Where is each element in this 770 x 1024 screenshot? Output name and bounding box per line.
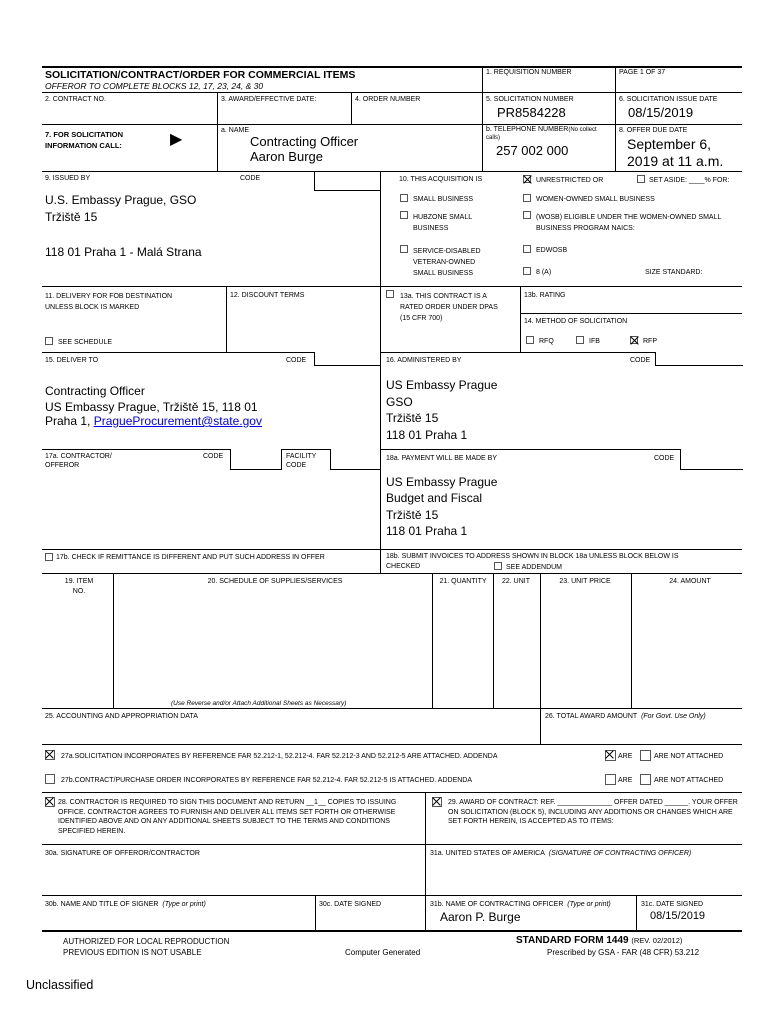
hubzone-checkbox[interactable] [400, 211, 408, 219]
rfq-label: RFQ [539, 338, 554, 345]
telephone-label: b. TELEPHONE NUMBER(No collect calls) [486, 126, 597, 141]
footer-computer-generated: Computer Generated [345, 948, 421, 957]
offer-due-date: September 6, 2019 at 11 a.m. [627, 136, 724, 169]
rated-order-label: 13a. THIS CONTRACT IS A RATED ORDER UNDER DPAS (15 CFR 700) [400, 293, 498, 322]
unrestricted-checkbox[interactable] [523, 175, 531, 183]
deliver-to-line1: Contracting Officer [45, 384, 145, 398]
set-aside-label: SET ASIDE: ____% FOR: [649, 177, 730, 184]
solicitation-call-label: 7. FOR SOLICITATION INFORMATION CALL: [45, 130, 124, 150]
issued-by-line2: Tržiště 15 [45, 210, 98, 224]
procurement-email-link[interactable]: PragueProcurement@state.gov [93, 414, 262, 428]
date-signed-30c-label: 30c. DATE SIGNED [319, 901, 382, 908]
27b-are-label: ARE [618, 777, 633, 784]
incorporates-27b-label: 27b.CONTRACT/PURCHASE ORDER INCORPORATES BY REFERENCE FAR 52.212-4. FAR 52.212-5 IS ATTACHED. ADDENDA [61, 777, 473, 784]
ifb-label: IFB [589, 338, 600, 345]
order-number-label: 4. ORDER NUMBER [355, 96, 421, 103]
ifb-checkbox[interactable] [576, 336, 584, 344]
col-unit: 22. UNIT [501, 578, 530, 585]
footer-previous-edition: PREVIOUS EDITION IS NOT USABLE [63, 948, 202, 957]
award-label: 29. AWARD OF CONTRACT: REF. ______________ OFFER DATED ______. YOUR OFFER ON SOLICITATION (BLOCK 5), INCLUDING ANY ADDITIONS OR CHANGES WHICH ARE SET FORTH HEREIN, IS ACCEPTED AS TO ITEMS: [448, 799, 738, 825]
contractor-sign-checkbox[interactable] [45, 797, 55, 807]
administered-line4: 118 01 Praha 1 [386, 428, 468, 442]
edwosb-checkbox[interactable] [523, 245, 531, 253]
incorporates-27a-checkbox[interactable] [45, 750, 55, 760]
date-signed-31c: 08/15/2019 [650, 910, 706, 922]
method-label: 14. METHOD OF SOLICITATION [524, 318, 628, 325]
deliver-code-box[interactable] [314, 352, 381, 366]
contracting-officer-name-label: 31b. NAME OF CONTRACTING OFFICER (Type or print) [430, 901, 611, 908]
facility-code-box[interactable] [330, 449, 381, 470]
page-label: PAGE 1 OF 37 [619, 69, 666, 76]
rfq-checkbox[interactable] [526, 336, 534, 344]
offeror-signature-label: 30a. SIGNATURE OF OFFEROR/CONTRACTOR [45, 850, 200, 857]
administered-line1: US Embassy Prague [386, 378, 498, 392]
contact-name-line2: Aaron Burge [250, 149, 323, 164]
27a-are-checkbox[interactable] [605, 750, 616, 761]
administered-code-label: CODE [630, 357, 651, 364]
schedule-note: (Use Reverse and/or Attach Additional Sheets as Necessary) [171, 700, 347, 707]
contact-name-label: a. NAME [221, 127, 250, 134]
hubzone-label: HUBZONE SMALL BUSINESS [413, 214, 472, 232]
issued-by-line1: U.S. Embassy Prague, GSO [45, 193, 197, 207]
issued-code-label: CODE [240, 175, 261, 182]
27b-are-checkbox[interactable] [605, 774, 616, 785]
see-addendum-label: SEE ADDENDUM [506, 564, 563, 571]
total-award-label: 26. TOTAL AWARD AMOUNT (For Govt. Use Only) [545, 713, 706, 720]
contract-no-label: 2. CONTRACT NO. [45, 96, 106, 103]
edwosb-label: EDWOSB [536, 247, 568, 254]
col-schedule: 20. SCHEDULE OF SUPPLIES/SERVICES [207, 578, 343, 585]
set-aside-checkbox[interactable] [637, 175, 645, 183]
footer-standard-form: STANDARD FORM 1449 (REV. 02/2012) [516, 935, 683, 946]
award-date-label: 3. AWARD/EFFECTIVE DATE: [221, 96, 317, 103]
solicitation-number: PR8584228 [497, 105, 566, 120]
payment-code-box[interactable] [680, 449, 743, 470]
unrestricted-label: UNRESTRICTED OR [536, 177, 604, 184]
sdvosb-label: SERVICE-DISABLED VETERAN-OWNED SMALL BUSINESS [413, 248, 481, 277]
payment-line4: 118 01 Praha 1 [386, 524, 468, 538]
col-unit-price: 23. UNIT PRICE [559, 578, 611, 585]
deliver-to-line2: US Embassy Prague, Tržiště 15, 118 01 [45, 400, 258, 414]
submit-invoices-label: 18b. SUBMIT INVOICES TO ADDRESS SHOWN IN BLOCK 18a UNLESS BLOCK BELOW IS CHECKED [386, 553, 679, 570]
see-schedule-checkbox[interactable] [45, 337, 53, 345]
27a-are-not-checkbox[interactable] [640, 750, 651, 761]
facility-code-label: FACILITY CODE [286, 453, 317, 469]
remittance-label: 17b. CHECK IF REMITTANCE IS DIFFERENT AND PUT SUCH ADDRESS IN OFFER [56, 554, 325, 561]
issued-code-box[interactable] [314, 171, 381, 191]
incorporates-27b-checkbox[interactable] [45, 774, 55, 784]
form-title: SOLICITATION/CONTRACT/ORDER FOR COMMERCIAL ITEMS [45, 69, 356, 81]
contractor-code-box[interactable] [230, 449, 282, 470]
accounting-label: 25. ACCOUNTING AND APPROPRIATION DATA [45, 713, 198, 720]
deliver-to-label: 15. DELIVER TO [45, 357, 99, 364]
col-amount: 24. AMOUNT [669, 578, 711, 585]
small-business-checkbox[interactable] [400, 194, 408, 202]
sdvosb-checkbox[interactable] [400, 245, 408, 253]
discount-terms-label: 12. DISCOUNT TERMS [230, 292, 305, 299]
administered-code-box[interactable] [655, 352, 743, 366]
col-quantity: 21. QUANTITY [439, 578, 487, 585]
telephone-number: 257 002 000 [496, 143, 569, 158]
27b-are-not-checkbox[interactable] [640, 774, 651, 785]
solicitation-number-label: 5. SOLICITATION NUMBER [486, 96, 574, 103]
payment-label: 18a. PAYMENT WILL BE MADE BY [386, 455, 497, 462]
rated-order-checkbox[interactable] [386, 290, 394, 298]
classification-label: Unclassified [26, 978, 94, 992]
eight-a-checkbox[interactable] [523, 267, 531, 275]
issued-by-line3: 118 01 Praha 1 - Malá Strana [45, 245, 202, 259]
solicitation-issue-date-label: 6. SOLICITATION ISSUE DATE [619, 96, 718, 103]
eight-a-label: 8 (A) [536, 269, 552, 276]
deliver-to-line3: Praha 1, PragueProcurement@state.gov [45, 414, 262, 428]
usa-signature-label: 31a. UNITED STATES OF AMERICA (SIGNATURE OF CONTRACTING OFFICER) [430, 850, 692, 857]
administered-line3: Tržiště 15 [386, 411, 439, 425]
contact-name-line1: Contracting Officer [250, 134, 359, 149]
wosb-label: WOMEN-OWNED SMALL BUSINESS [536, 196, 655, 203]
contracting-officer-name: Aaron P. Burge [440, 910, 521, 924]
rfp-label: RFP [643, 338, 657, 345]
solicitation-issue-date: 08/15/2019 [628, 105, 694, 120]
delivery-fob-label: 11. DELIVERY FOR FOB DESTINATION UNLESS BLOCK IS MARKED [45, 293, 173, 311]
contractor-sign-label: 28. CONTRACTOR IS REQUIRED TO SIGN THIS DOCUMENT AND RETURN __1__ COPIES TO ISSUING OFFICE. CONTRACTOR AGREES TO FURNISH AND DELIVER ALL ITEMS SET FORTH OR OTHERWISE IDENTIFIED ABOVE AND ON ANY ADDITIONAL SHEETS SUBJECT TO THE TERMS AND CONDITIONS SPECIFIED HEREIN. [58, 799, 397, 835]
payment-code-label: CODE [654, 455, 675, 462]
payment-line1: US Embassy Prague [386, 475, 498, 489]
acquisition-label: 10. THIS ACQUISITION IS [399, 176, 483, 183]
form-subtitle: OFFEROR TO COMPLETE BLOCKS 12, 17, 23, 24, & 30 [45, 81, 264, 91]
remittance-checkbox[interactable] [45, 553, 53, 561]
issued-by-label: 9. ISSUED BY [45, 175, 91, 182]
administered-by-label: 16. ADMINISTERED BY [386, 357, 462, 364]
wosb-checkbox[interactable] [523, 194, 531, 202]
see-schedule-label: SEE SCHEDULE [58, 339, 113, 346]
deliver-code-label: CODE [286, 357, 307, 364]
wosb-eligible-checkbox[interactable] [523, 211, 531, 219]
small-business-label: SMALL BUSINESS [413, 196, 474, 203]
signer-name-label: 30b. NAME AND TITLE OF SIGNER (Type or print) [45, 901, 206, 908]
rfp-checkbox[interactable] [630, 336, 638, 344]
incorporates-27a-label: 27a.SOLICITATION INCORPORATES BY REFERENCE FAR 52.212-1, 52.212-4. FAR 52.212-3 AND 52.212-5 ARE ATTACHED. ADDENDA [61, 753, 498, 760]
offer-due-date-label: 8. OFFER DUE DATE [619, 127, 688, 134]
footer-authorized: AUTHORIZED FOR LOCAL REPRODUCTION [63, 937, 230, 946]
col-item-no: 19. ITEM NO. [64, 578, 94, 595]
requisition-number-label: 1. REQUISITION NUMBER [486, 69, 572, 76]
27b-are-not-label: ARE NOT ATTACHED [654, 777, 724, 784]
size-standard-label: SIZE STANDARD: [645, 269, 703, 276]
rating-label: 13b. RATING [524, 292, 566, 299]
see-addendum-checkbox[interactable] [494, 562, 502, 570]
footer-prescribed: Prescribed by GSA - FAR (48 CFR) 53.212 [547, 948, 700, 957]
arrow-right-icon: ▶ [170, 131, 183, 148]
27a-are-not-label: ARE NOT ATTACHED [654, 753, 724, 760]
contractor-code-label: CODE [203, 453, 224, 460]
date-signed-31c-label: 31c. DATE SIGNED [641, 901, 704, 908]
administered-line2: GSO [386, 395, 413, 409]
payment-line3: Tržiště 15 [386, 508, 439, 522]
wosb-eligible-label: (WOSB) ELIGIBLE UNDER THE WOMEN-OWNED SMALL BUSINESS PROGRAM NAICS: [536, 214, 722, 232]
contractor-label: 17a. CONTRACTOR/ OFFEROR [45, 453, 112, 469]
payment-line2: Budget and Fiscal [386, 491, 483, 505]
award-checkbox[interactable] [432, 797, 442, 807]
27a-are-label: ARE [618, 753, 633, 760]
